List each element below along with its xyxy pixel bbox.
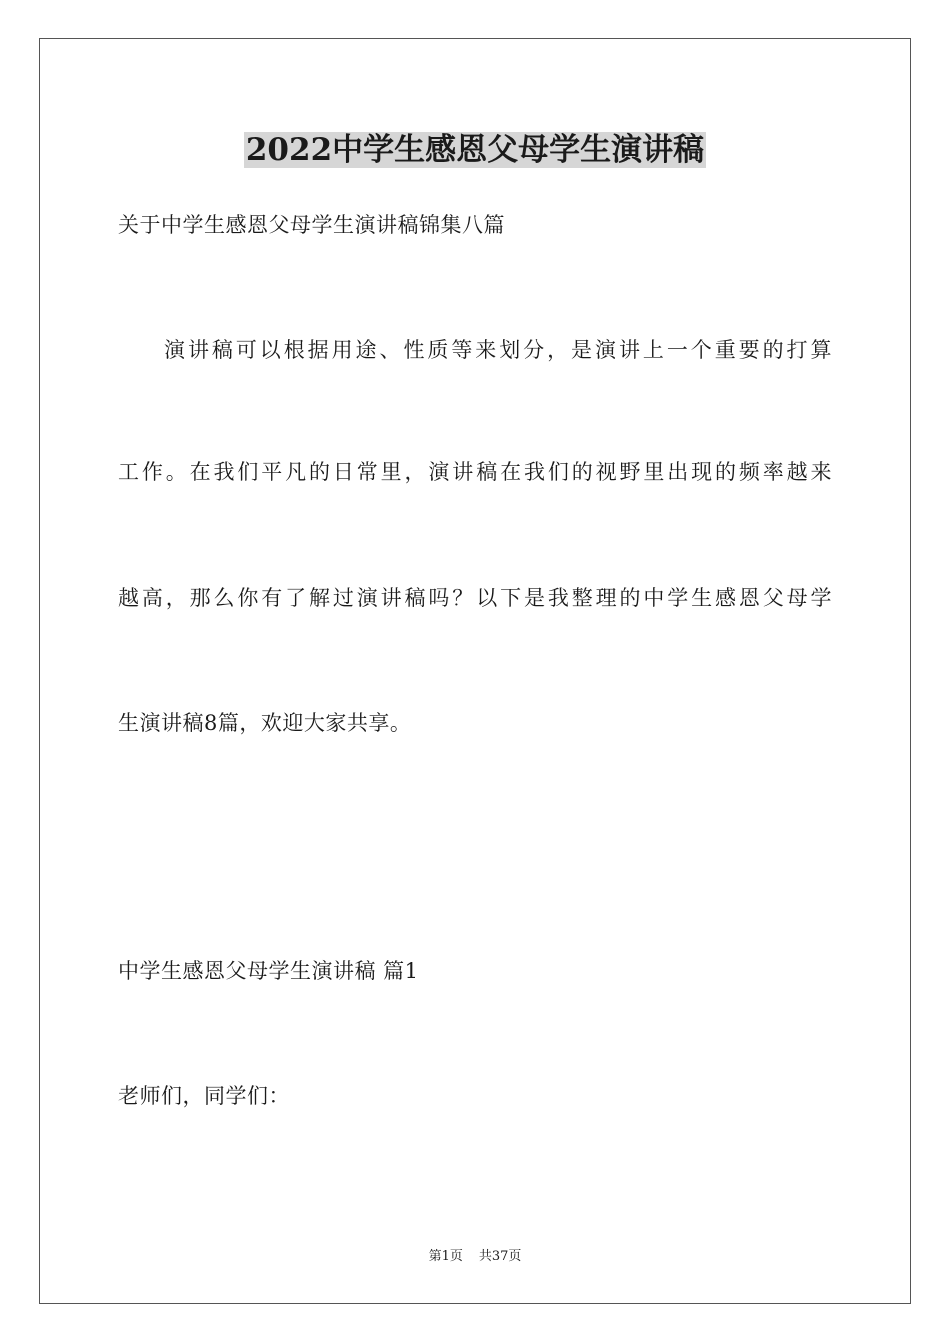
greeting: 老师们，同学们： <box>118 1084 290 1108</box>
intro-line-4: 生演讲稿8篇，欢迎大家共享。 <box>118 711 412 735</box>
page-number: 第1页 <box>428 1249 463 1264</box>
page-total: 共37页 <box>478 1249 522 1264</box>
document-title <box>0 128 950 172</box>
intro-line-3: 越高，那么你有了解过演讲稿吗？以下是我整理的中学生感恩父母学 <box>118 586 832 610</box>
page-footer <box>0 1248 950 1266</box>
document-subtitle: 关于中学生感恩父母学生演讲稿锦集八篇 <box>118 213 505 237</box>
intro-line-2: 工作。在我们平凡的日常里，演讲稿在我们的视野里出现的频率越来 <box>118 460 832 484</box>
document-title-text: 2022中学生感恩父母学生演讲稿 <box>245 132 705 168</box>
intro-line-1: 演讲稿可以根据用途、性质等来划分，是演讲上一个重要的打算 <box>164 338 832 362</box>
section-heading: 中学生感恩父母学生演讲稿 篇1 <box>118 959 419 983</box>
